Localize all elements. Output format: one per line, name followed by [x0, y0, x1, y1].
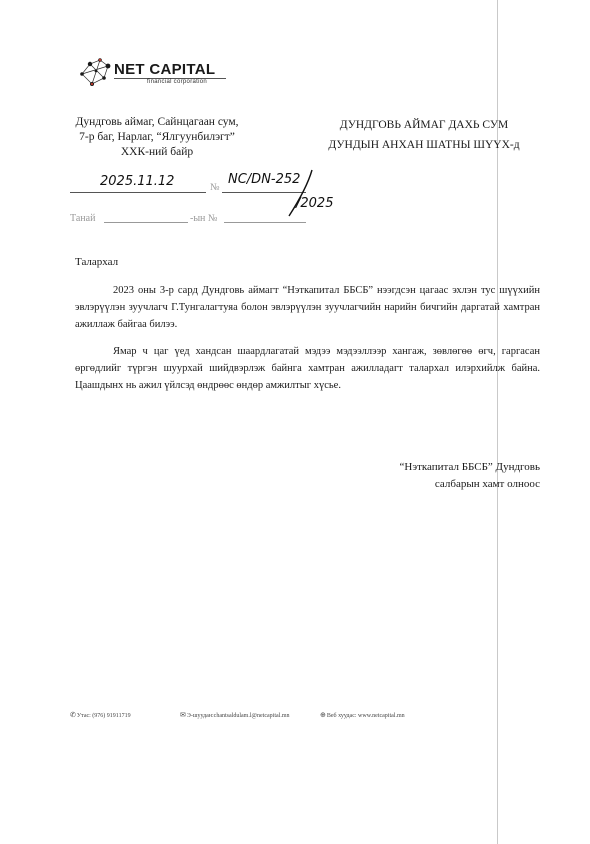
footer-web — [320, 711, 405, 719]
sender-address-line: ХХК-ний байр — [120, 146, 194, 158]
letter-date: 2025.11.12 — [100, 174, 175, 189]
envelope-icon: ✉ — [180, 711, 186, 719]
recipient-block — [318, 115, 530, 155]
signature-line: “Нэткапитал ББСБ” Дундговь — [399, 461, 540, 473]
your-ref-label: Танай — [70, 213, 96, 224]
globe-icon: ⊕ — [320, 711, 326, 719]
footer-email — [180, 711, 290, 719]
body-paragraph: 2023 оны 3-р сард Дундговь аймагт “Нэткапитал ББСБ” нээгдсэн цагаас эхлэн тус шүүхийн эвлэрүүлэн зуучлагч Г.Тунгалагтуяа болон эвлэрүүлэн зуучлагчийн нарийн бичгийн даргатай хамтран ажиллаж байгаа билээ. — [75, 285, 540, 330]
your-ref-number-underline — [224, 222, 306, 223]
your-ref-underline — [104, 222, 188, 223]
date-underline — [70, 192, 206, 193]
letter-number: NC/DN-252 — [228, 172, 301, 187]
salutation: Талархал — [75, 256, 119, 268]
recipient-line: ДУНДЫН АНХАН ШАТНЫ ШҮҮХ-д — [328, 139, 520, 151]
number-label: № — [210, 182, 220, 193]
footer-web-text: Веб хуудас: www.netcapital.mn — [326, 713, 405, 719]
footer-email-text: Э-шуудан:chantsaldulam.l@netcapital.mn — [186, 713, 290, 719]
footer-phone-text: Утас: (976) 91911719 — [76, 713, 131, 719]
logo-subtitle: financial corporation — [147, 79, 207, 85]
signature-block — [400, 459, 540, 493]
recipient-line: ДУНДГОВЬ АЙМАГ ДАХЬ СУМ — [339, 119, 509, 131]
body-paragraph: Ямар ч цаг үед хандсан шаардлагатай мэдээ мэдээллээр хангаж, зөвлөгөө өгч, гаргасан өргөдлийг түргэн шуурхай шийдвэрлэж байнга хамтран ажилладагт талархал илэрхийлж байна. Цаашдынх нь ажил үйлсэд өндрөөс өндөр амжилтыг хүсье. — [75, 346, 540, 391]
signature-line: салбарын хамт олноос — [434, 478, 540, 490]
sender-address — [62, 115, 252, 160]
letter-number-year: /2025 — [296, 196, 334, 211]
sender-address-line: Дундговь аймаг, Сайнцагаан сум, — [75, 116, 239, 128]
footer-phone — [70, 711, 131, 719]
sender-address-line: 7-р баг, Нарлаг, “Ялгуунбилэгт” — [79, 131, 235, 143]
phone-icon: ✆ — [70, 711, 76, 719]
your-ref-suffix: -ын № — [190, 213, 218, 224]
logo-wordmark: NET CAPITAL — [114, 61, 216, 78]
